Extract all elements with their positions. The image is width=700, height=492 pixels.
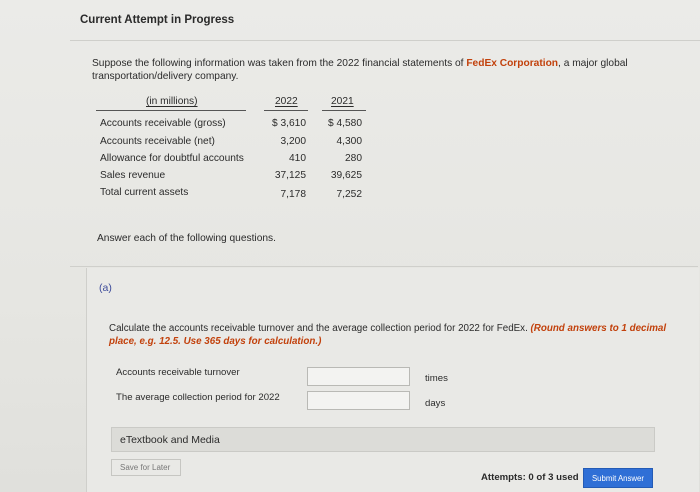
collection-period-unit: days [425, 398, 446, 409]
table-cell-2022: $ 3,610 [272, 118, 306, 129]
table-cell-2021: 39,625 [330, 170, 362, 181]
collection-period-input[interactable] [307, 391, 410, 410]
table-header-rule-2021 [322, 110, 366, 111]
table-row-label: Accounts receivable (gross) [100, 118, 226, 129]
table-cell-2021: 280 [345, 153, 362, 164]
table-header-2021: 2021 [331, 96, 354, 107]
prompt-text-after: , a major global transportation/delivery company. [92, 58, 628, 82]
table-header-rule-2022 [264, 110, 308, 111]
instruction-rounding-note: (Round answers to 1 decimal place, e.g. 12.5. Use 365 days for calculation.) [109, 323, 667, 347]
table-cell-2021: 7,252 [336, 189, 362, 200]
ar-turnover-label: Accounts receivable turnover [116, 367, 240, 378]
etextbook-label: eTextbook and Media [120, 434, 220, 446]
table-header-label: (in millions) [146, 96, 198, 107]
table-row-label: Sales revenue [100, 170, 166, 181]
table-cell-2021: 4,300 [336, 136, 362, 147]
question-prompt [92, 57, 652, 83]
submit-answer-button[interactable]: Submit Answer [583, 468, 653, 488]
save-for-later-button[interactable]: Save for Later [111, 459, 181, 476]
table-cell-2022: 410 [289, 153, 306, 164]
part-a-instructions [109, 323, 669, 348]
part-a-label: (a) [99, 282, 112, 294]
table-header-2022: 2022 [275, 96, 298, 107]
table-cell-2021: $ 4,580 [328, 118, 362, 129]
table-row-label: Total current assets [100, 187, 189, 198]
table-row-label: Allowance for doubtful accounts [100, 153, 244, 164]
table-cell-2022: 37,125 [274, 170, 306, 181]
table-cell-2022: 3,200 [280, 136, 306, 147]
table-row-label: Accounts receivable (net) [100, 136, 215, 147]
attempts-counter: Attempts: 0 of 3 used [481, 472, 579, 483]
prompt-text-before: Suppose the following information was taken from the 2022 financial statements of [92, 58, 467, 69]
company-name: FedEx Corporation [466, 58, 559, 69]
collection-period-label: The average collection period for 2022 [116, 392, 280, 403]
ar-turnover-unit: times [425, 373, 448, 384]
page-title: Current Attempt in Progress [80, 14, 235, 26]
instruction-main: Calculate the accounts receivable turnover and the average collection period for 2022 for FedEx. [109, 323, 531, 334]
etextbook-media-panel[interactable] [111, 427, 655, 452]
answer-each-text: Answer each of the following questions. [97, 233, 276, 244]
table-cell-2022: 7,178 [280, 189, 306, 200]
table-header-rule [96, 110, 246, 111]
ar-turnover-input[interactable] [307, 367, 410, 386]
